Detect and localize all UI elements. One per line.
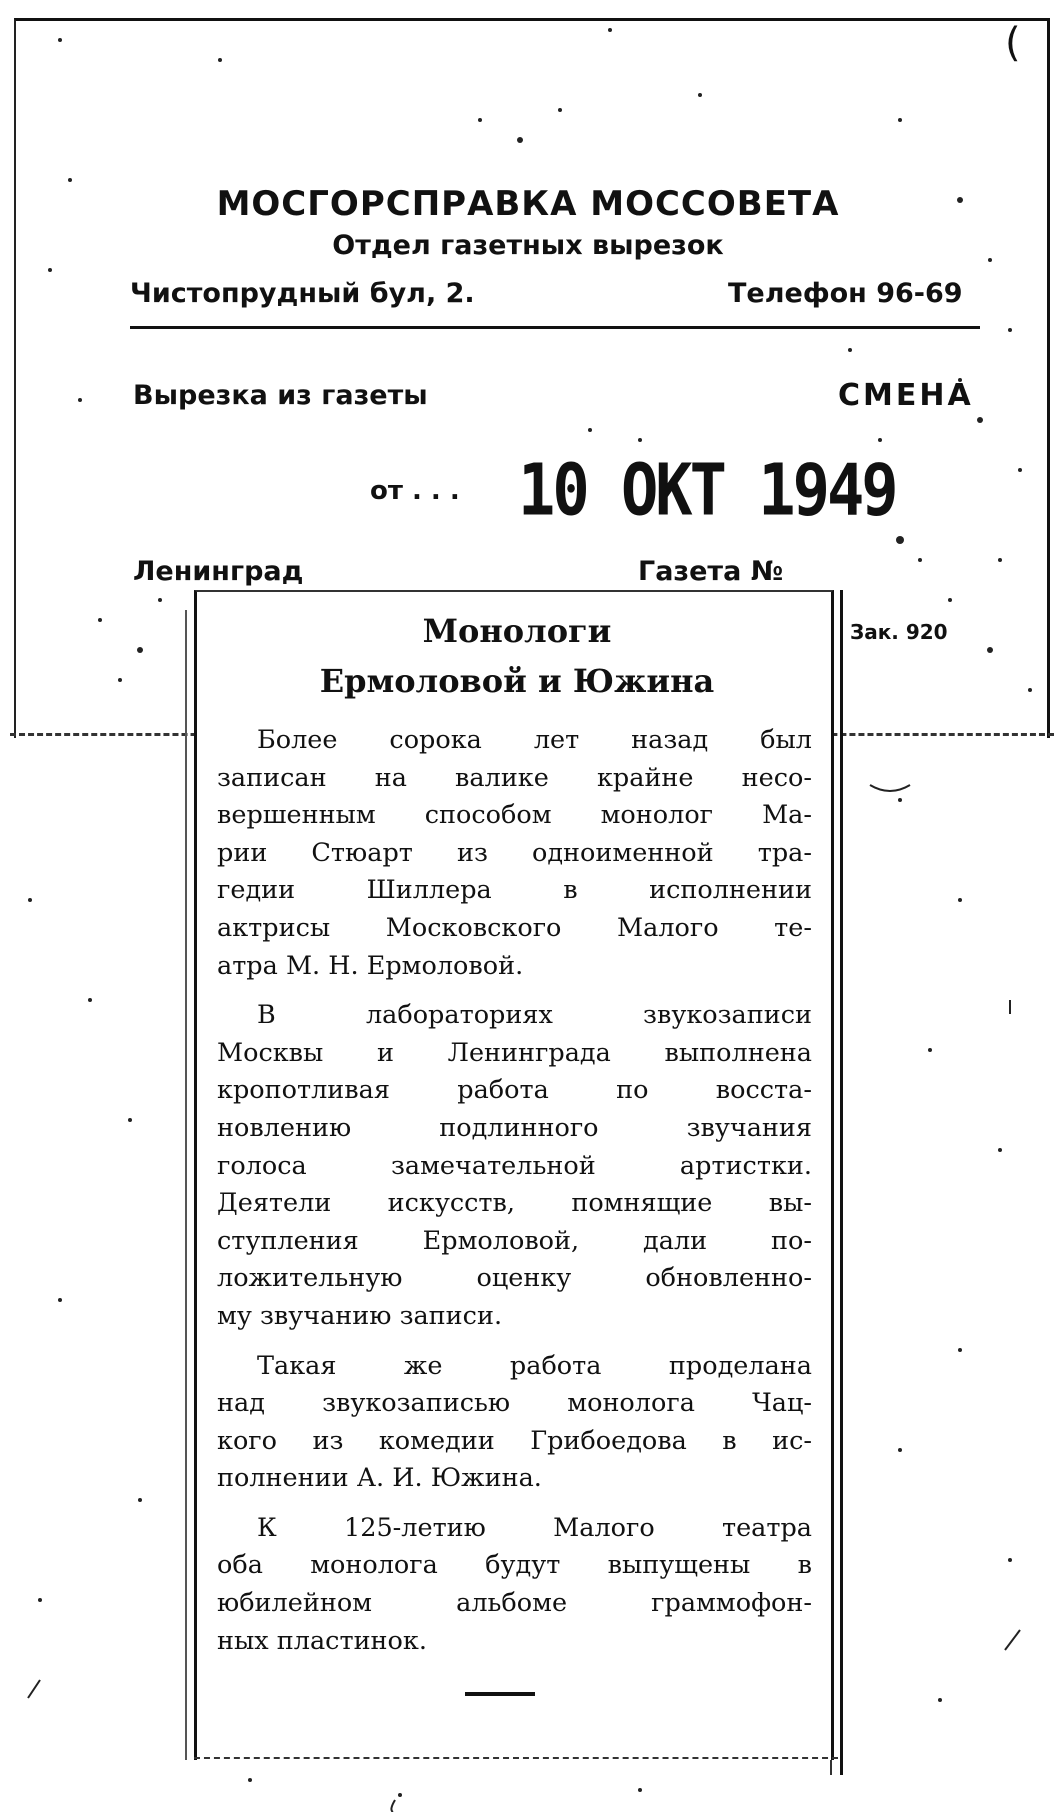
text-line: К 125-летию Малого театра	[257, 1512, 812, 1543]
gazeta-number-label: Газета №	[638, 556, 784, 587]
text-line: Такая же работа проделана	[257, 1350, 812, 1381]
clipping-shadow	[185, 610, 187, 1760]
paragraph	[217, 997, 812, 1335]
text-line: голоса замечательной артистки.	[217, 1150, 812, 1181]
text-line: ных пластинок.	[217, 1625, 427, 1656]
text-line: ступления Ермоловой, дали по-	[217, 1225, 812, 1256]
corner-mark: (	[1005, 20, 1021, 66]
text-line: ложительную оценку обновленно-	[217, 1263, 812, 1294]
date-stamp: 10 ОКТ 1949	[518, 448, 896, 532]
article-end-rule	[465, 1692, 535, 1696]
article-body	[217, 722, 812, 1672]
header-rule	[130, 326, 980, 329]
newspaper-name: СМЕНА	[838, 378, 974, 413]
text-line: оба монолога будут выпущены в	[217, 1550, 812, 1581]
text-line: новлению подлинного звучания	[217, 1112, 812, 1143]
article-title-line-1: Монологи	[422, 612, 612, 650]
text-line: записан на валике крайне несо-	[217, 762, 812, 793]
text-line: Москвы и Ленинграда выполнена	[217, 1037, 812, 1068]
text-line: кропотливая работа по восста-	[217, 1075, 812, 1106]
text-line: юбилейном альбоме граммофон-	[217, 1588, 812, 1619]
article-title-line-2: Ермоловой и Южина	[319, 662, 715, 700]
text-line: Деятели искусств, помнящие вы-	[217, 1188, 812, 1219]
newspaper-clipping	[194, 590, 834, 1760]
text-line: актрисы Московского Малого те-	[217, 912, 812, 943]
city: Ленинград	[133, 556, 304, 587]
text-line: вершенным способом монолог Ма-	[217, 800, 812, 831]
text-line: му звучанию записи.	[217, 1300, 503, 1331]
text-line: гедии Шиллера в исполнении	[217, 875, 812, 906]
text-line: Более сорока лет назад был	[257, 725, 812, 755]
text-line: атра М. Н. Ермоловой.	[217, 950, 524, 981]
clipping-bottom-edge	[194, 1757, 838, 1759]
text-line: В лабораториях звукозаписи	[257, 1000, 812, 1031]
department-name: Отдел газетных вырезок	[332, 230, 724, 261]
text-line: полнении А. И. Южина.	[217, 1463, 542, 1494]
address: Чистопрудный бул, 2.	[130, 278, 475, 309]
text-line: кого из комедии Грибоедова в ис-	[217, 1425, 812, 1456]
org-name: МОСГОРСПРАВКА МОССОВЕТА	[216, 184, 840, 224]
clip-label: Вырезка из газеты	[133, 380, 428, 411]
order-number: Зак. 920	[850, 620, 948, 644]
paragraph	[217, 1510, 812, 1660]
date-prefix: от . . .	[370, 476, 460, 506]
text-line: рии Стюарт из одноименной тра-	[217, 837, 812, 868]
paragraph	[217, 722, 812, 985]
phone: Телефон 96-69	[728, 278, 963, 309]
paragraph	[217, 1348, 812, 1498]
text-line: над звукозаписью монолога Чац-	[217, 1388, 812, 1419]
